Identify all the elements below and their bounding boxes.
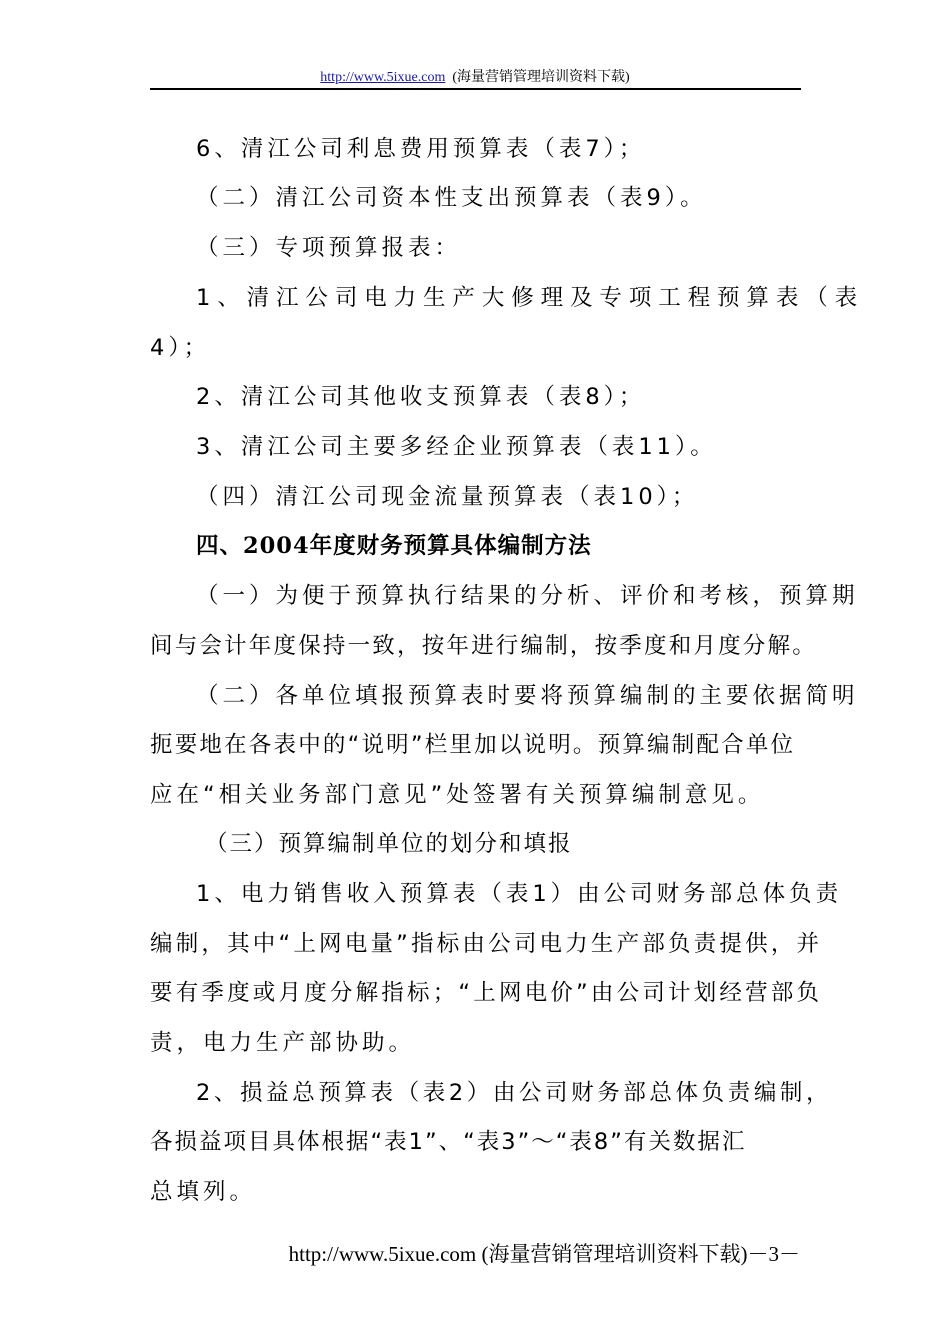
text-line: 应在“相关业务部门意见”处签署有关预算编制意见。 (150, 782, 765, 808)
text-line: 2、损益总预算表（表2）由公司财务部总体负责编制， (196, 1080, 833, 1106)
header-note: (海量营销管理培训资料下载) (452, 70, 630, 85)
header-link[interactable]: http://www.5ixue.com (320, 70, 446, 85)
text-line: 4）； (150, 335, 211, 361)
text-line: 各损益项目具体根据“表1”、“表3”～“表8”有关数据汇 (150, 1129, 747, 1155)
text-line: 1、清江公司电力生产大修理及专项工程预算表（表 (196, 285, 865, 311)
text-line: 6、清江公司利息费用预算表（表7）； (196, 136, 646, 162)
text-line: 总填列。 (150, 1179, 257, 1205)
text-line: 扼要地在各表中的“说明”栏里加以说明。预算编制配合单位 (150, 732, 796, 758)
text-line: （三）专项预算报表： (196, 235, 462, 261)
text-line: （四）清江公司现金流量预算表（表10）； (196, 484, 699, 510)
text-line: 编制，其中“上网电量”指标由公司电力生产部负责提供，并 (150, 931, 823, 957)
text-line: 3、清江公司主要多经企业预算表（表11）。 (196, 434, 717, 460)
section-heading: 四、2004年度财务预算具体编制方法 (196, 533, 592, 559)
text-line: （二）清江公司资本性支出预算表（表9）。 (196, 185, 707, 211)
text-line: 1、电力销售收入预算表（表1）由公司财务部总体负责 (196, 881, 843, 907)
text-line: 要有季度或月度分解指标；“上网电价”由公司计划经营部负 (150, 980, 823, 1006)
text-line: （二）各单位填报预算表时要将预算编制的主要依据简明 (196, 683, 859, 709)
text-line: （三）预算编制单位的划分和填报 (205, 831, 573, 857)
text-line: （一）为便于预算执行结果的分析、评价和考核，预算期 (196, 583, 859, 609)
page-footer: http://www.5ixue.com (海量营销管理培训资料下载)－3－ (288, 1242, 800, 1266)
header-rule (150, 88, 801, 90)
text-line: 2、清江公司其他收支预算表（表8）； (196, 384, 646, 410)
text-line: 间与会计年度保持一致，按年进行编制，按季度和月度分解。 (150, 633, 817, 659)
text-line: 责，电力生产部协助。 (150, 1030, 416, 1056)
page-header (150, 66, 800, 86)
